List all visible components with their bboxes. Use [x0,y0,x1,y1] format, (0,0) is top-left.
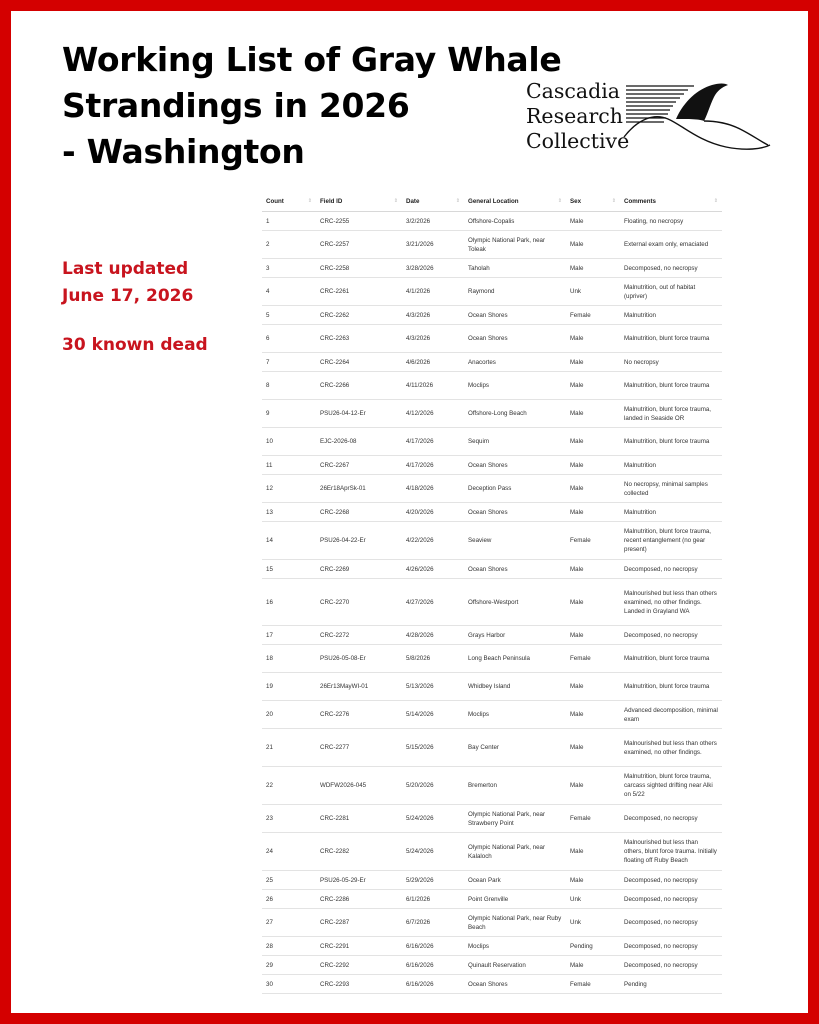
cell-count: 6 [262,325,316,353]
cell-count: 3 [262,259,316,278]
sort-icon: ⇕ [557,198,562,204]
cell-date: 4/3/2026 [402,325,464,353]
table-row [262,231,722,259]
cell-sex: Female [566,306,620,325]
cell-count: 21 [262,729,316,767]
table-row [262,805,722,833]
cell-sex: Male [566,372,620,400]
title-line-1: Working List of Gray Whale [62,40,562,79]
cell-sex: Male [566,579,620,626]
table-row [262,937,722,956]
cell-location: Anacortes [464,353,566,372]
cell-count: 11 [262,456,316,475]
cell-count: 30 [262,975,316,994]
sort-icon: ⇕ [455,198,460,204]
cell-comments: Malnutrition, blunt force trauma [620,372,722,400]
cell-sex: Unk [566,890,620,909]
cell-count: 7 [262,353,316,372]
table-row [262,428,722,456]
cell-sex: Male [566,400,620,428]
cell-sex: Male [566,767,620,805]
cell-sex: Unk [566,909,620,937]
cell-field-id: CRC-2277 [316,729,402,767]
cell-location: Quinault Reservation [464,956,566,975]
last-updated-label: Last updated [62,259,189,279]
cell-count: 4 [262,278,316,306]
table-row [262,353,722,372]
cascadia-logo [526,79,776,159]
cell-comments: Decomposed, no necropsy [620,626,722,645]
cell-field-id: CRC-2291 [316,937,402,956]
cell-date: 5/24/2026 [402,833,464,871]
table-row [262,956,722,975]
table-row [262,503,722,522]
cell-field-id: CRC-2292 [316,956,402,975]
table-row [262,579,722,626]
cell-date: 5/14/2026 [402,701,464,729]
cell-sex: Male [566,729,620,767]
cell-sex: Male [566,673,620,701]
cell-comments: Malnutrition, blunt force trauma [620,325,722,353]
cell-field-id: CRC-2287 [316,909,402,937]
cell-count: 23 [262,805,316,833]
cell-date: 4/17/2026 [402,456,464,475]
cell-sex: Male [566,456,620,475]
cell-sex: Male [566,212,620,231]
cell-date: 3/21/2026 [402,231,464,259]
column-header-count[interactable]: Count ⇕ [262,192,316,212]
cell-comments: Malnutrition [620,503,722,522]
table-row [262,890,722,909]
cell-field-id: PSU26-04-22-Er [316,522,402,560]
cell-location: Offshore-Long Beach [464,400,566,428]
cell-date: 5/8/2026 [402,645,464,673]
cell-date: 4/18/2026 [402,475,464,503]
cell-field-id: CRC-2266 [316,372,402,400]
cell-count: 16 [262,579,316,626]
table-row [262,522,722,560]
cell-count: 15 [262,560,316,579]
column-header-field-id[interactable]: Field ID ⇕ [316,192,402,212]
cell-date: 4/12/2026 [402,400,464,428]
logo-wordmark [526,79,629,154]
cell-sex: Male [566,701,620,729]
table-row [262,701,722,729]
cell-comments: Malnutrition, out of habitat (upriver) [620,278,722,306]
cell-sex: Male [566,231,620,259]
table-row [262,306,722,325]
cell-comments: Decomposed, no necropsy [620,560,722,579]
cell-location: Moclips [464,937,566,956]
cell-count: 26 [262,890,316,909]
cell-date: 4/17/2026 [402,428,464,456]
cell-field-id: CRC-2272 [316,626,402,645]
cell-count: 19 [262,673,316,701]
cell-location: Olympic National Park, near Strawberry Point [464,805,566,833]
cell-sex: Male [566,353,620,372]
cell-comments: External exam only, emaciated [620,231,722,259]
cell-date: 3/2/2026 [402,212,464,231]
cell-date: 4/1/2026 [402,278,464,306]
cell-comments: Malnourished but less than others, blunt force trauma. Initially floating off Ruby Beach [620,833,722,871]
cell-count: 28 [262,937,316,956]
cell-date: 5/20/2026 [402,767,464,805]
cell-comments: Decomposed, no necropsy [620,871,722,890]
cell-location: Point Grenville [464,890,566,909]
cell-location: Ocean Park [464,871,566,890]
cell-location: Olympic National Park, near Ruby Beach [464,909,566,937]
table-row [262,372,722,400]
cell-field-id: 26Er18AprSk-01 [316,475,402,503]
cell-location: Taholah [464,259,566,278]
cell-count: 22 [262,767,316,805]
cell-sex: Pending [566,937,620,956]
cell-location: Moclips [464,701,566,729]
cell-sex: Male [566,259,620,278]
cell-count: 25 [262,871,316,890]
status-panel [62,256,208,359]
table-row [262,259,722,278]
cell-location: Ocean Shores [464,456,566,475]
cell-sex: Male [566,956,620,975]
sort-icon: ⇕ [713,198,718,204]
cell-location: Deception Pass [464,475,566,503]
table-row [262,645,722,673]
table-row [262,767,722,805]
sort-icon: ⇕ [611,198,616,204]
cell-comments: Malnutrition, blunt force trauma, recent entanglement (no gear present) [620,522,722,560]
table-row [262,475,722,503]
cell-count: 9 [262,400,316,428]
cell-comments: Malnutrition [620,306,722,325]
cell-location: Moclips [464,372,566,400]
cell-count: 10 [262,428,316,456]
cell-count: 17 [262,626,316,645]
cell-count: 27 [262,909,316,937]
cell-comments: Malnutrition, blunt force trauma, carcass sighted drifting near Alki on 5/22 [620,767,722,805]
cell-location: Ocean Shores [464,306,566,325]
cell-comments: Decomposed, no necropsy [620,956,722,975]
cell-count: 1 [262,212,316,231]
cell-count: 12 [262,475,316,503]
table-row [262,400,722,428]
title-line-2: Strandings in 2026 [62,86,410,125]
cell-field-id: CRC-2261 [316,278,402,306]
cell-field-id: CRC-2269 [316,560,402,579]
cell-comments: Decomposed, no necropsy [620,259,722,278]
cell-location: Ocean Shores [464,503,566,522]
cell-sex: Male [566,626,620,645]
cell-date: 4/28/2026 [402,626,464,645]
cell-count: 18 [262,645,316,673]
cell-sex: Unk [566,278,620,306]
cell-sex: Male [566,475,620,503]
cell-comments: Malnutrition, blunt force trauma [620,645,722,673]
table-row [262,909,722,937]
cell-field-id: PSU26-04-12-Er [316,400,402,428]
cell-field-id: CRC-2282 [316,833,402,871]
cell-comments: Malnutrition [620,456,722,475]
cell-date: 5/24/2026 [402,805,464,833]
cell-sex: Male [566,325,620,353]
cell-field-id: CRC-2268 [316,503,402,522]
table-row [262,325,722,353]
cell-location: Bremerton [464,767,566,805]
cell-location: Whidbey Island [464,673,566,701]
column-header-sex[interactable]: Sex ⇕ [566,192,620,212]
cell-comments: Advanced decomposition, minimal exam [620,701,722,729]
cell-field-id: CRC-2262 [316,306,402,325]
cell-date: 4/3/2026 [402,306,464,325]
cell-count: 20 [262,701,316,729]
cell-date: 4/27/2026 [402,579,464,626]
cell-field-id: 26Er13MayWI-01 [316,673,402,701]
table-body [262,212,722,994]
cell-comments: Floating, no necropsy [620,212,722,231]
cell-sex: Male [566,503,620,522]
cell-date: 6/1/2026 [402,890,464,909]
cell-count: 2 [262,231,316,259]
page-title [62,37,562,175]
cell-comments: Malnourished but less than others examined, no other findings. Landed in Grayland WA [620,579,722,626]
cell-date: 6/7/2026 [402,909,464,937]
cell-location: Ocean Shores [464,560,566,579]
cell-location: Grays Harbor [464,626,566,645]
cell-comments: No necropsy, minimal samples collected [620,475,722,503]
cell-sex: Female [566,975,620,994]
cell-field-id: CRC-2270 [316,579,402,626]
logo-line-2: Research [526,104,623,128]
cell-comments: No necropsy [620,353,722,372]
strandings-table [262,192,722,994]
cell-comments: Decomposed, no necropsy [620,937,722,956]
cell-field-id: CRC-2281 [316,805,402,833]
table-row [262,871,722,890]
cell-field-id: PSU26-05-08-Er [316,645,402,673]
cell-field-id: CRC-2267 [316,456,402,475]
cell-comments: Malnutrition, blunt force trauma, landed in Seaside OR [620,400,722,428]
cell-location: Long Beach Peninsula [464,645,566,673]
cell-comments: Decomposed, no necropsy [620,890,722,909]
cell-comments: Malnutrition, blunt force trauma [620,428,722,456]
cell-field-id: CRC-2276 [316,701,402,729]
cell-date: 4/11/2026 [402,372,464,400]
cell-date: 6/16/2026 [402,975,464,994]
table-row [262,212,722,231]
cell-sex: Male [566,833,620,871]
cell-field-id: CRC-2257 [316,231,402,259]
sort-icon: ⇕ [307,198,312,204]
cell-count: 5 [262,306,316,325]
column-header-location[interactable]: General Location ⇕ [464,192,566,212]
table-row [262,673,722,701]
cell-field-id: CRC-2263 [316,325,402,353]
cell-sex: Male [566,560,620,579]
cell-field-id: CRC-2293 [316,975,402,994]
cell-location: Ocean Shores [464,975,566,994]
column-header-date[interactable]: Date ⇕ [402,192,464,212]
cell-comments: Pending [620,975,722,994]
cell-comments: Decomposed, no necropsy [620,909,722,937]
cell-field-id: CRC-2255 [316,212,402,231]
column-header-comments[interactable]: Comments ⇕ [620,192,722,212]
cell-comments: Malnutrition, blunt force trauma [620,673,722,701]
cell-comments: Malnourished but less than others examined, no other findings. [620,729,722,767]
table-row [262,456,722,475]
cell-location: Offshore-Westport [464,579,566,626]
cell-location: Olympic National Park, near Kalaloch [464,833,566,871]
table-row [262,626,722,645]
cell-location: Seaview [464,522,566,560]
cell-location: Bay Center [464,729,566,767]
cell-date: 4/22/2026 [402,522,464,560]
cell-field-id: WDFW2026-045 [316,767,402,805]
cell-field-id: PSU26-05-29-Er [316,871,402,890]
logo-line-1: Cascadia [526,79,621,103]
cell-sex: Female [566,805,620,833]
cell-location: Offshore-Copalis [464,212,566,231]
table-row [262,729,722,767]
cell-date: 4/20/2026 [402,503,464,522]
cell-comments: Decomposed, no necropsy [620,805,722,833]
cell-location: Raymond [464,278,566,306]
last-updated-date: June 17, 2026 [62,286,194,306]
cell-date: 4/26/2026 [402,560,464,579]
sort-icon: ⇕ [393,198,398,204]
cell-date: 6/16/2026 [402,956,464,975]
title-line-3: - Washington [62,132,305,171]
table-header-row [262,192,722,212]
table-row [262,833,722,871]
table-row [262,975,722,994]
cell-sex: Female [566,522,620,560]
cell-field-id: EJC-2026-08 [316,428,402,456]
cell-date: 5/13/2026 [402,673,464,701]
cell-field-id: CRC-2264 [316,353,402,372]
cell-sex: Female [566,645,620,673]
cell-field-id: CRC-2286 [316,890,402,909]
cell-location: Olympic National Park, near Toleak [464,231,566,259]
table-row [262,560,722,579]
cell-date: 6/16/2026 [402,937,464,956]
cell-count: 8 [262,372,316,400]
cell-count: 14 [262,522,316,560]
cell-date: 4/6/2026 [402,353,464,372]
cell-date: 5/29/2026 [402,871,464,890]
known-dead-count: 30 known dead [62,335,208,355]
cell-count: 13 [262,503,316,522]
cell-date: 3/28/2026 [402,259,464,278]
table-row [262,278,722,306]
cell-date: 5/15/2026 [402,729,464,767]
cell-location: Ocean Shores [464,325,566,353]
cell-field-id: CRC-2258 [316,259,402,278]
logo-line-3: Collective [526,129,630,153]
cell-location: Sequim [464,428,566,456]
cell-count: 24 [262,833,316,871]
cell-sex: Male [566,428,620,456]
cell-count: 29 [262,956,316,975]
cell-sex: Male [566,871,620,890]
